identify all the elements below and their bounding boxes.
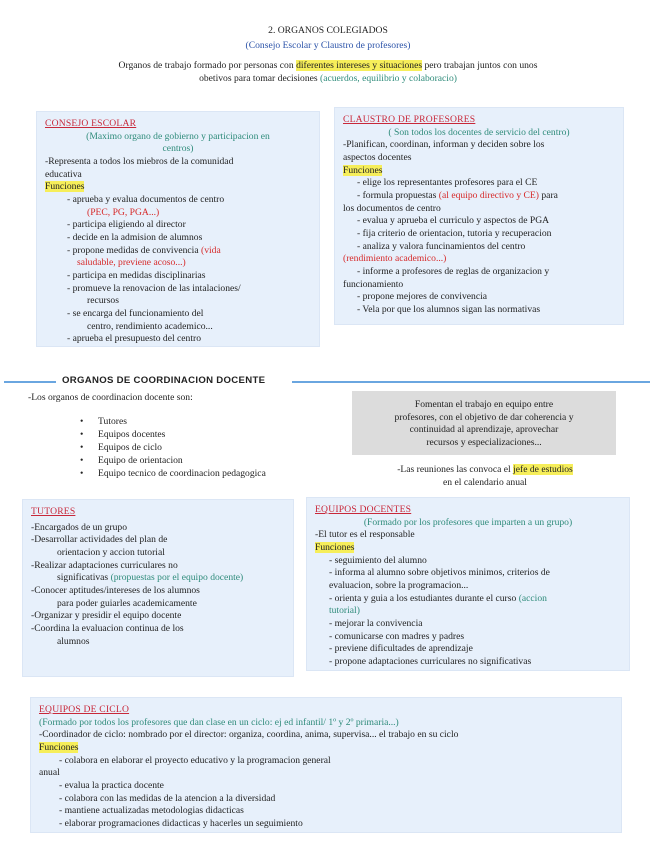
divider-left	[4, 381, 56, 383]
claustro-title: CLAUSTRO DE PROFESORES	[343, 114, 476, 125]
list-item: • Equipos de ciclo	[80, 442, 340, 455]
list-item: • Equipos docentes	[80, 429, 340, 442]
coord-section-title: ORGANOS DE COORDINACION DOCENTE	[62, 375, 266, 386]
claustro-box: CLAUSTRO DE PROFESORES ( Son todos los docentes de servicio del centro) -Planifican, coordinan, informan y deciden sobre los aspectos docentes Funciones - elige los representantes profesores para el CE - formula propuestas (al equipo directivo y CE) para los documentos de centro - evalua y aprueba el curriculo y aspectos de PGA - fija criterio de orientacion, tutoria y recuperacion - analiza y valora funcinamientos del centro (rendimiento academico...) - informe a profesores de reglas de organizacion y funcionamiento - propone mejores de convivencia - Vela por que los alumnos sigan las normativas	[334, 107, 624, 325]
ciclo-title: EQUIPOS DE CICLO	[39, 704, 130, 715]
highlight-diferentes: diferentes intereses y situaciones	[296, 60, 423, 71]
docentes-title: EQUIPOS DOCENTES	[315, 504, 412, 515]
funciones-label: Funciones	[45, 181, 85, 193]
list-item: • Equipo de orientacion	[80, 455, 340, 468]
coord-note-box: Fomentan el trabajo en equipo entre profesores, con el objetivo de dar coherencia y continuidad al aprendizaje, aprovechar recursos y especializaciones...	[352, 391, 616, 455]
page-subtitle: (Consejo Escolar y Claustro de profesores)	[245, 40, 411, 51]
consejo-title: CONSEJO ESCOLAR	[45, 118, 137, 129]
jefe-estudios-highlight: jefe de estudios	[513, 464, 573, 475]
equipos-ciclo-box: EQUIPOS DE CICLO (Formado por todos los profesores que dan clase en un ciclo: ej ed infantil/ 1º y 2º primaria...) -Coordinador de ciclo: nombrado por el director: organiza, coordina, anima, supervisa... el trabajo en su ciclo Funciones - colabora en elaborar el proyecto educativo y la programacion general anual - evalua la practica docente - colabora con las medidas de la atencion a la diversidad - mantiene actualizadas metodologias didacticas - elaborar programaciones didacticas y hacerles un seguimiento	[30, 697, 622, 833]
list-item: • Tutores	[80, 416, 340, 429]
page-title: 2. ORGANOS COLEGIADOS	[268, 25, 388, 36]
intro-text: Organos de trabajo formado por personas con diferentes intereses y situaciones pero trabajan juntos con unos obetivos para tomar decisiones (acuerdos, equilibrio y colaboracio)	[118, 60, 538, 84]
equipos-docentes-box: EQUIPOS DOCENTES (Formado por los profesores que imparten a un grupo) -El tutor es el responsable Funciones - seguimiento del alumno - informa al alumno sobre objetivos minimos, criterios de evaluacion, sobre la programacion... - orienta y guia a los estudiantes durante el curso (accion tutorial) - mejorar la convivencia - comunicarse con madres y padres - previene dificultades de aprendizaje - propone adaptaciones curriculares no significativas	[306, 497, 630, 671]
coord-list	[80, 416, 340, 481]
funciones-label: Funciones	[343, 164, 383, 176]
tutores-title: TUTORES	[31, 506, 76, 517]
reuniones-note: -Las reuniones las convoca el jefe de estudios en el calendario anual	[397, 464, 573, 488]
funciones-label: Funciones	[39, 741, 79, 753]
divider-right	[292, 381, 650, 383]
tutores-box: TUTORES -Encargados de un grupo -Desarrollar actividades del plan de orientacion y accion tutorial -Realizar adaptaciones curriculares no significativas (propuestas por el equipo docente) -Conocer aptitudes/intereses de los alumnos para poder guiarles academicamente -Organizar y presidir el equipo docente -Coordina la evaluacion continua de los alumnos	[22, 499, 294, 677]
funciones-label: Funciones	[315, 541, 355, 553]
list-item: • Equipo tecnico de coordinacion pedagogica	[80, 468, 340, 481]
coord-intro: -Los organos de coordinacion docente son:	[28, 392, 193, 403]
consejo-escolar-box: CONSEJO ESCOLAR (Maximo organo de gobierno y participacion en centros) -Representa a todos los miebros de la comunidad educativa Funciones - aprueba y evalua documentos de centro (PEC, PG, PGA...) - participa eligiendo al director - decide en la admision de alumnos - propone medidas de convivencia (vida saludable, previene acoso...) - participa en medidas disciplinarias - promueve la renovacion de las intalaciones/ recursos - se encarga del funcionamiento del centro, rendimiento academico... - aprueba el presupuesto del centro	[36, 111, 320, 347]
